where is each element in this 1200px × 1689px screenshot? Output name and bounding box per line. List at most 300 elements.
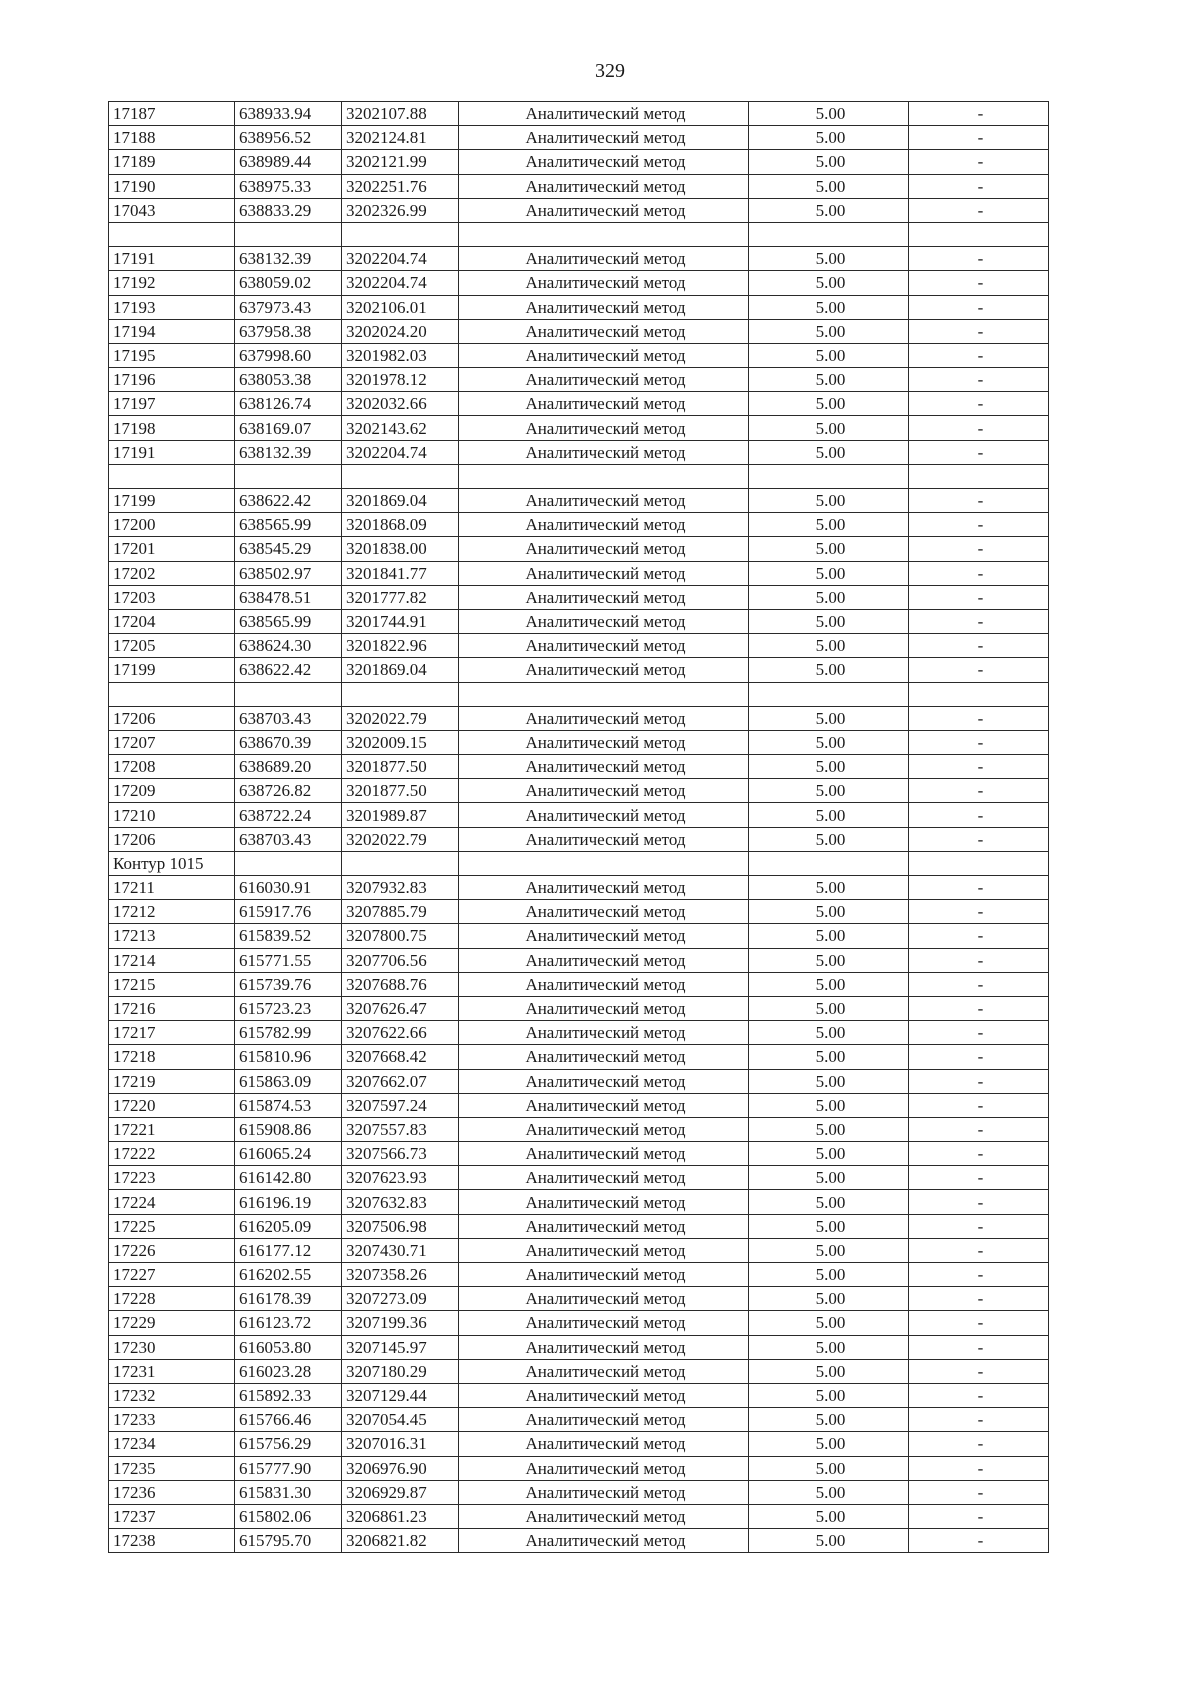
y-coordinate-cell: 3201838.00 (342, 537, 459, 561)
method-cell: Аналитический метод (459, 1166, 749, 1190)
y-coordinate-cell: 3201989.87 (342, 803, 459, 827)
method-cell: Аналитический метод (459, 1142, 749, 1166)
accuracy-cell: 5.00 (749, 1142, 909, 1166)
accuracy-cell: 5.00 (749, 416, 909, 440)
point-id-cell (109, 222, 235, 246)
accuracy-cell: 5.00 (749, 1335, 909, 1359)
y-coordinate-cell: 3207016.31 (342, 1432, 459, 1456)
method-cell: Аналитический метод (459, 1238, 749, 1262)
x-coordinate-cell: 615892.33 (235, 1383, 342, 1407)
x-coordinate-cell: 615831.30 (235, 1480, 342, 1504)
point-id-cell: 17192 (109, 271, 235, 295)
x-coordinate-cell: 616142.80 (235, 1166, 342, 1190)
accuracy-cell: 5.00 (749, 658, 909, 682)
y-coordinate-cell (342, 222, 459, 246)
table-row (109, 368, 1049, 392)
note-cell: - (909, 1263, 1049, 1287)
x-coordinate-cell: 615739.76 (235, 972, 342, 996)
table-row (109, 1021, 1049, 1045)
y-coordinate-cell: 3201777.82 (342, 585, 459, 609)
y-coordinate-cell: 3201744.91 (342, 609, 459, 633)
point-id-cell (109, 682, 235, 706)
note-cell: - (909, 876, 1049, 900)
point-id-cell: 17043 (109, 198, 235, 222)
table-row (109, 1432, 1049, 1456)
x-coordinate-cell: 638478.51 (235, 585, 342, 609)
table-row (109, 1287, 1049, 1311)
note-cell: - (909, 972, 1049, 996)
y-coordinate-cell: 3207199.36 (342, 1311, 459, 1335)
note-cell (909, 682, 1049, 706)
method-cell: Аналитический метод (459, 247, 749, 271)
accuracy-cell: 5.00 (749, 1263, 909, 1287)
table-row (109, 1045, 1049, 1069)
point-id-cell: 17218 (109, 1045, 235, 1069)
method-cell: Аналитический метод (459, 440, 749, 464)
y-coordinate-cell: 3202251.76 (342, 174, 459, 198)
point-id-cell: 17196 (109, 368, 235, 392)
x-coordinate-cell: 638726.82 (235, 779, 342, 803)
x-coordinate-cell: 616205.09 (235, 1214, 342, 1238)
accuracy-cell: 5.00 (749, 609, 909, 633)
accuracy-cell: 5.00 (749, 150, 909, 174)
y-coordinate-cell (342, 682, 459, 706)
table-row (109, 706, 1049, 730)
method-cell: Аналитический метод (459, 513, 749, 537)
accuracy-cell: 5.00 (749, 343, 909, 367)
x-coordinate-cell: 616177.12 (235, 1238, 342, 1262)
accuracy-cell: 5.00 (749, 1287, 909, 1311)
point-id-cell: 17225 (109, 1214, 235, 1238)
y-coordinate-cell: 3207885.79 (342, 900, 459, 924)
accuracy-cell: 5.00 (749, 1504, 909, 1528)
accuracy-cell: 5.00 (749, 1166, 909, 1190)
y-coordinate-cell: 3207688.76 (342, 972, 459, 996)
x-coordinate-cell: 616030.91 (235, 876, 342, 900)
y-coordinate-cell: 3207506.98 (342, 1214, 459, 1238)
note-cell: - (909, 1238, 1049, 1262)
accuracy-cell: 5.00 (749, 537, 909, 561)
method-cell: Аналитический метод (459, 1214, 749, 1238)
accuracy-cell: 5.00 (749, 1238, 909, 1262)
point-id-cell (109, 464, 235, 488)
point-id-cell: Контур 1015 (109, 851, 235, 875)
note-cell: - (909, 1504, 1049, 1528)
accuracy-cell: 5.00 (749, 1383, 909, 1407)
table-row (109, 730, 1049, 754)
note-cell: - (909, 1432, 1049, 1456)
accuracy-cell (749, 222, 909, 246)
note-cell: - (909, 319, 1049, 343)
y-coordinate-cell: 3202032.66 (342, 392, 459, 416)
table-row (109, 1504, 1049, 1528)
y-coordinate-cell: 3207129.44 (342, 1383, 459, 1407)
method-cell: Аналитический метод (459, 392, 749, 416)
point-id-cell: 17189 (109, 150, 235, 174)
table-row (109, 392, 1049, 416)
note-cell: - (909, 658, 1049, 682)
y-coordinate-cell: 3207145.97 (342, 1335, 459, 1359)
note-cell: - (909, 924, 1049, 948)
method-cell: Аналитический метод (459, 368, 749, 392)
x-coordinate-cell: 638933.94 (235, 102, 342, 126)
y-coordinate-cell: 3207668.42 (342, 1045, 459, 1069)
x-coordinate-cell: 615771.55 (235, 948, 342, 972)
accuracy-cell: 5.00 (749, 295, 909, 319)
accuracy-cell: 5.00 (749, 876, 909, 900)
point-id-cell: 17199 (109, 489, 235, 513)
accuracy-cell: 5.00 (749, 948, 909, 972)
method-cell: Аналитический метод (459, 996, 749, 1020)
method-cell: Аналитический метод (459, 900, 749, 924)
note-cell: - (909, 1142, 1049, 1166)
method-cell: Аналитический метод (459, 585, 749, 609)
note-cell: - (909, 392, 1049, 416)
x-coordinate-cell: 616023.28 (235, 1359, 342, 1383)
y-coordinate-cell: 3202009.15 (342, 730, 459, 754)
x-coordinate-cell (235, 464, 342, 488)
y-coordinate-cell: 3202143.62 (342, 416, 459, 440)
table-row (109, 609, 1049, 633)
accuracy-cell: 5.00 (749, 174, 909, 198)
point-id-cell: 17204 (109, 609, 235, 633)
table-row (109, 682, 1049, 706)
accuracy-cell: 5.00 (749, 755, 909, 779)
point-id-cell: 17203 (109, 585, 235, 609)
y-coordinate-cell: 3202204.74 (342, 440, 459, 464)
accuracy-cell: 5.00 (749, 827, 909, 851)
table-row (109, 222, 1049, 246)
accuracy-cell (749, 851, 909, 875)
x-coordinate-cell: 638670.39 (235, 730, 342, 754)
note-cell: - (909, 609, 1049, 633)
method-cell: Аналитический метод (459, 489, 749, 513)
y-coordinate-cell: 3206976.90 (342, 1456, 459, 1480)
point-id-cell: 17220 (109, 1093, 235, 1117)
x-coordinate-cell: 615908.86 (235, 1117, 342, 1141)
method-cell: Аналитический метод (459, 319, 749, 343)
method-cell: Аналитический метод (459, 102, 749, 126)
point-id-cell: 17235 (109, 1456, 235, 1480)
method-cell: Аналитический метод (459, 1311, 749, 1335)
note-cell: - (909, 368, 1049, 392)
x-coordinate-cell: 638565.99 (235, 609, 342, 633)
accuracy-cell: 5.00 (749, 1093, 909, 1117)
y-coordinate-cell: 3201822.96 (342, 634, 459, 658)
accuracy-cell: 5.00 (749, 102, 909, 126)
table-row (109, 585, 1049, 609)
y-coordinate-cell (342, 464, 459, 488)
method-cell: Аналитический метод (459, 948, 749, 972)
method-cell: Аналитический метод (459, 609, 749, 633)
point-id-cell: 17236 (109, 1480, 235, 1504)
note-cell: - (909, 706, 1049, 730)
note-cell: - (909, 996, 1049, 1020)
y-coordinate-cell: 3206821.82 (342, 1529, 459, 1553)
note-cell: - (909, 1529, 1049, 1553)
method-cell: Аналитический метод (459, 198, 749, 222)
note-cell: - (909, 1480, 1049, 1504)
x-coordinate-cell: 615766.46 (235, 1408, 342, 1432)
y-coordinate-cell: 3207662.07 (342, 1069, 459, 1093)
point-id-cell: 17226 (109, 1238, 235, 1262)
note-cell (909, 222, 1049, 246)
method-cell: Аналитический метод (459, 876, 749, 900)
table-row (109, 513, 1049, 537)
y-coordinate-cell: 3202121.99 (342, 150, 459, 174)
point-id-cell: 17214 (109, 948, 235, 972)
method-cell: Аналитический метод (459, 827, 749, 851)
point-id-cell: 17216 (109, 996, 235, 1020)
point-id-cell: 17210 (109, 803, 235, 827)
y-coordinate-cell: 3207273.09 (342, 1287, 459, 1311)
x-coordinate-cell: 637973.43 (235, 295, 342, 319)
table-row (109, 489, 1049, 513)
note-cell: - (909, 247, 1049, 271)
point-id-cell: 17211 (109, 876, 235, 900)
table-row (109, 1408, 1049, 1432)
point-id-cell: 17221 (109, 1117, 235, 1141)
table-row (109, 416, 1049, 440)
x-coordinate-cell: 615802.06 (235, 1504, 342, 1528)
point-id-cell: 17213 (109, 924, 235, 948)
method-cell: Аналитический метод (459, 1480, 749, 1504)
note-cell: - (909, 198, 1049, 222)
note-cell: - (909, 1117, 1049, 1141)
accuracy-cell: 5.00 (749, 1045, 909, 1069)
point-id-cell: 17205 (109, 634, 235, 658)
method-cell: Аналитический метод (459, 634, 749, 658)
point-id-cell: 17224 (109, 1190, 235, 1214)
table-row (109, 634, 1049, 658)
method-cell: Аналитический метод (459, 561, 749, 585)
y-coordinate-cell: 3202106.01 (342, 295, 459, 319)
x-coordinate-cell: 615917.76 (235, 900, 342, 924)
y-coordinate-cell: 3207622.66 (342, 1021, 459, 1045)
x-coordinate-cell: 638059.02 (235, 271, 342, 295)
x-coordinate-cell: 616053.80 (235, 1335, 342, 1359)
point-id-cell: 17227 (109, 1263, 235, 1287)
y-coordinate-cell: 3202204.74 (342, 247, 459, 271)
table-row (109, 658, 1049, 682)
accuracy-cell (749, 464, 909, 488)
x-coordinate-cell: 638956.52 (235, 126, 342, 150)
note-cell: - (909, 1021, 1049, 1045)
x-coordinate-cell: 615782.99 (235, 1021, 342, 1045)
point-id-cell: 17194 (109, 319, 235, 343)
note-cell: - (909, 126, 1049, 150)
y-coordinate-cell: 3201978.12 (342, 368, 459, 392)
method-cell: Аналитический метод (459, 271, 749, 295)
method-cell: Аналитический метод (459, 343, 749, 367)
table-row (109, 1263, 1049, 1287)
method-cell: Аналитический метод (459, 295, 749, 319)
method-cell: Аналитический метод (459, 924, 749, 948)
accuracy-cell: 5.00 (749, 368, 909, 392)
table-row (109, 924, 1049, 948)
y-coordinate-cell: 3207358.26 (342, 1263, 459, 1287)
x-coordinate-cell: 638622.42 (235, 489, 342, 513)
x-coordinate-cell: 615777.90 (235, 1456, 342, 1480)
accuracy-cell (749, 682, 909, 706)
x-coordinate-cell: 638689.20 (235, 755, 342, 779)
table-row (109, 803, 1049, 827)
x-coordinate-cell: 615810.96 (235, 1045, 342, 1069)
note-cell: - (909, 730, 1049, 754)
accuracy-cell: 5.00 (749, 1408, 909, 1432)
note-cell: - (909, 1166, 1049, 1190)
point-id-cell: 17231 (109, 1359, 235, 1383)
x-coordinate-cell: 638703.43 (235, 827, 342, 851)
table-row (109, 1529, 1049, 1553)
method-cell: Аналитический метод (459, 1287, 749, 1311)
y-coordinate-cell: 3207566.73 (342, 1142, 459, 1166)
y-coordinate-cell: 3201841.77 (342, 561, 459, 585)
table-row (109, 755, 1049, 779)
x-coordinate-cell: 615756.29 (235, 1432, 342, 1456)
point-id-cell: 17190 (109, 174, 235, 198)
x-coordinate-cell: 638722.24 (235, 803, 342, 827)
table-row (109, 1311, 1049, 1335)
note-cell: - (909, 489, 1049, 513)
table-row (109, 271, 1049, 295)
note-cell: - (909, 948, 1049, 972)
method-cell: Аналитический метод (459, 1190, 749, 1214)
accuracy-cell: 5.00 (749, 1432, 909, 1456)
accuracy-cell: 5.00 (749, 803, 909, 827)
note-cell: - (909, 416, 1049, 440)
x-coordinate-cell: 615839.52 (235, 924, 342, 948)
x-coordinate-cell: 615874.53 (235, 1093, 342, 1117)
accuracy-cell: 5.00 (749, 1529, 909, 1553)
point-id-cell: 17234 (109, 1432, 235, 1456)
note-cell: - (909, 1311, 1049, 1335)
y-coordinate-cell: 3202107.88 (342, 102, 459, 126)
method-cell: Аналитический метод (459, 658, 749, 682)
table-row (109, 1190, 1049, 1214)
x-coordinate-cell: 638132.39 (235, 440, 342, 464)
table-row (109, 1359, 1049, 1383)
y-coordinate-cell: 3202022.79 (342, 706, 459, 730)
point-id-cell: 17209 (109, 779, 235, 803)
table-row (109, 1335, 1049, 1359)
method-cell: Аналитический метод (459, 1045, 749, 1069)
method-cell: Аналитический метод (459, 803, 749, 827)
point-id-cell: 17223 (109, 1166, 235, 1190)
table-row (109, 972, 1049, 996)
y-coordinate-cell: 3206861.23 (342, 1504, 459, 1528)
method-cell: Аналитический метод (459, 730, 749, 754)
method-cell: Аналитический метод (459, 126, 749, 150)
table-row (109, 948, 1049, 972)
table-row (109, 900, 1049, 924)
point-id-cell: 17206 (109, 706, 235, 730)
method-cell: Аналитический метод (459, 1335, 749, 1359)
y-coordinate-cell: 3206929.87 (342, 1480, 459, 1504)
note-cell: - (909, 343, 1049, 367)
method-cell (459, 682, 749, 706)
x-coordinate-cell: 638126.74 (235, 392, 342, 416)
accuracy-cell: 5.00 (749, 561, 909, 585)
table-row (109, 1142, 1049, 1166)
x-coordinate-cell (235, 222, 342, 246)
table-row (109, 876, 1049, 900)
point-id-cell: 17193 (109, 295, 235, 319)
method-cell: Аналитический метод (459, 1383, 749, 1407)
method-cell: Аналитический метод (459, 174, 749, 198)
note-cell: - (909, 1214, 1049, 1238)
x-coordinate-cell: 638565.99 (235, 513, 342, 537)
method-cell: Аналитический метод (459, 1117, 749, 1141)
x-coordinate-cell: 616123.72 (235, 1311, 342, 1335)
table-row (109, 779, 1049, 803)
x-coordinate-cell: 615723.23 (235, 996, 342, 1020)
point-id-cell: 17191 (109, 440, 235, 464)
point-id-cell: 17228 (109, 1287, 235, 1311)
table-row (109, 150, 1049, 174)
method-cell: Аналитический метод (459, 1021, 749, 1045)
accuracy-cell: 5.00 (749, 319, 909, 343)
note-cell: - (909, 1408, 1049, 1432)
method-cell: Аналитический метод (459, 706, 749, 730)
note-cell (909, 851, 1049, 875)
y-coordinate-cell: 3207706.56 (342, 948, 459, 972)
page-number: 329 (595, 60, 625, 82)
x-coordinate-cell: 638833.29 (235, 198, 342, 222)
y-coordinate-cell: 3207932.83 (342, 876, 459, 900)
accuracy-cell: 5.00 (749, 1117, 909, 1141)
coordinates-table (108, 101, 1049, 1553)
method-cell: Аналитический метод (459, 972, 749, 996)
note-cell: - (909, 174, 1049, 198)
accuracy-cell: 5.00 (749, 900, 909, 924)
note-cell: - (909, 440, 1049, 464)
x-coordinate-cell: 615863.09 (235, 1069, 342, 1093)
method-cell (459, 464, 749, 488)
coordinates-table-body (109, 102, 1049, 1553)
y-coordinate-cell: 3202124.81 (342, 126, 459, 150)
note-cell: - (909, 295, 1049, 319)
method-cell: Аналитический метод (459, 1069, 749, 1093)
note-cell: - (909, 561, 1049, 585)
x-coordinate-cell: 638703.43 (235, 706, 342, 730)
table-row (109, 440, 1049, 464)
point-id-cell: 17215 (109, 972, 235, 996)
table-row (109, 1117, 1049, 1141)
note-cell: - (909, 1045, 1049, 1069)
y-coordinate-cell: 3201982.03 (342, 343, 459, 367)
note-cell: - (909, 585, 1049, 609)
point-id-cell: 17197 (109, 392, 235, 416)
x-coordinate-cell: 638989.44 (235, 150, 342, 174)
note-cell: - (909, 1093, 1049, 1117)
note-cell: - (909, 271, 1049, 295)
x-coordinate-cell (235, 682, 342, 706)
note-cell: - (909, 779, 1049, 803)
accuracy-cell: 5.00 (749, 1069, 909, 1093)
x-coordinate-cell: 638502.97 (235, 561, 342, 585)
point-id-cell: 17219 (109, 1069, 235, 1093)
point-id-cell: 17229 (109, 1311, 235, 1335)
table-row (109, 174, 1049, 198)
table-row (109, 1480, 1049, 1504)
y-coordinate-cell: 3207430.71 (342, 1238, 459, 1262)
table-row (109, 319, 1049, 343)
method-cell: Аналитический метод (459, 1263, 749, 1287)
accuracy-cell: 5.00 (749, 1359, 909, 1383)
note-cell: - (909, 900, 1049, 924)
y-coordinate-cell: 3207632.83 (342, 1190, 459, 1214)
